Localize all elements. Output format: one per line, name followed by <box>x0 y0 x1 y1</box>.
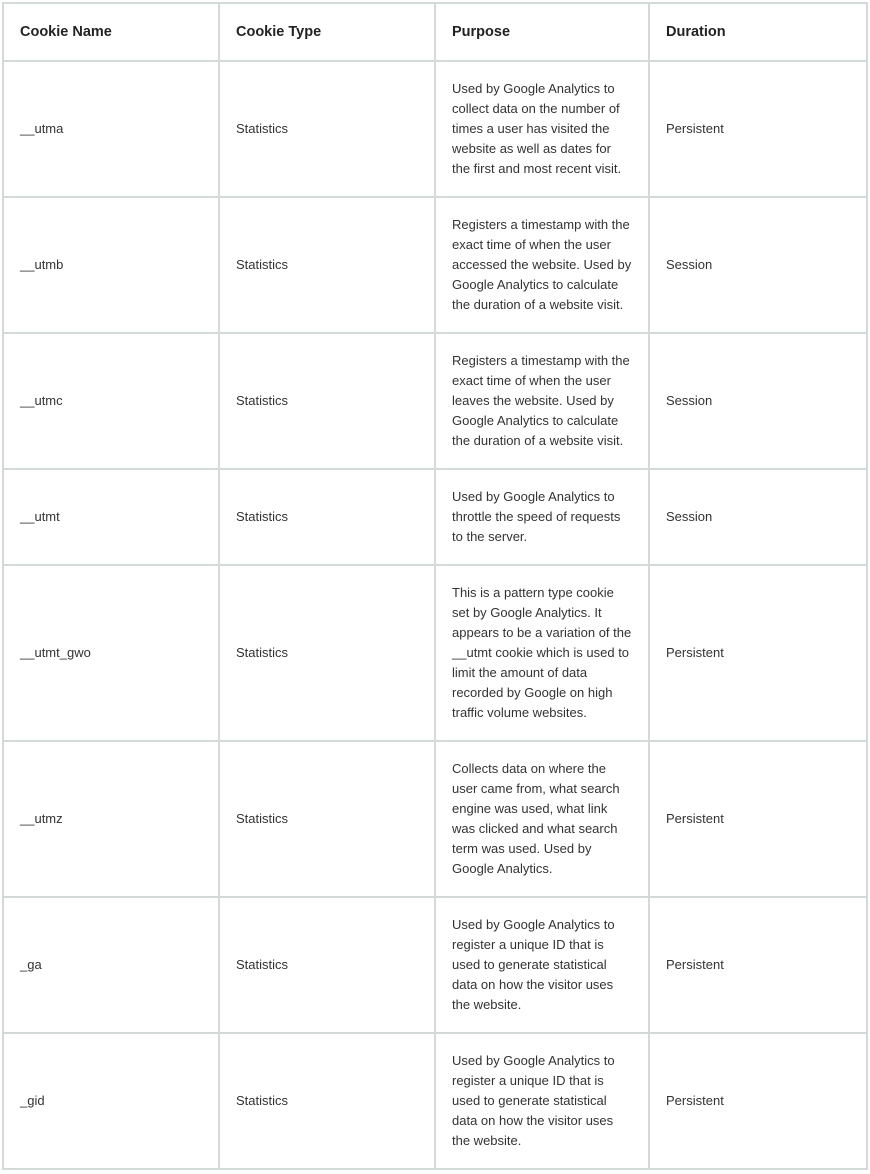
cookie-purpose: Used by Google Analytics to register a unique ID that is used to generate statistical data on how the visitor uses the website. <box>435 897 649 1033</box>
header-row <box>3 3 867 61</box>
cookie-duration: Session <box>649 197 867 333</box>
table-row <box>3 897 867 1033</box>
header-cookie-name: Cookie Name <box>3 3 219 61</box>
cookie-purpose: This is a pattern type cookie set by Google Analytics. It appears to be a variation of the __utmt cookie which is used to limit the amount of data recorded by Google on high traffic volume websites. <box>435 565 649 741</box>
cookie-purpose: Used by Google Analytics to collect data on the number of times a user has visited the website as well as dates for the first and most recent visit. <box>435 61 649 197</box>
cookie-duration: Persistent <box>649 565 867 741</box>
cookie-duration: Persistent <box>649 741 867 897</box>
header-duration: Duration <box>649 3 867 61</box>
cookie-duration: Persistent <box>649 1033 867 1169</box>
table-body <box>3 61 867 1169</box>
header-purpose: Purpose <box>435 3 649 61</box>
table-row <box>3 197 867 333</box>
cookie-duration: Persistent <box>649 61 867 197</box>
header-cookie-type: Cookie Type <box>219 3 435 61</box>
table-row <box>3 565 867 741</box>
cookie-type: Statistics <box>219 565 435 741</box>
cookie-type: Statistics <box>219 741 435 897</box>
cookie-type: Statistics <box>219 469 435 565</box>
cookie-name: __utmc <box>3 333 219 469</box>
cookie-name: _ga <box>3 897 219 1033</box>
cookie-duration: Session <box>649 333 867 469</box>
cookie-name: _gid <box>3 1033 219 1169</box>
cookie-name: __utmt <box>3 469 219 565</box>
table-row <box>3 741 867 897</box>
cookie-name: __utma <box>3 61 219 197</box>
cookie-purpose: Used by Google Analytics to throttle the speed of requests to the server. <box>435 469 649 565</box>
cookie-name: __utmt_gwo <box>3 565 219 741</box>
table-row <box>3 469 867 565</box>
cookie-duration: Session <box>649 469 867 565</box>
table-row <box>3 61 867 197</box>
cookie-name: __utmb <box>3 197 219 333</box>
cookie-type: Statistics <box>219 333 435 469</box>
table-row <box>3 333 867 469</box>
cookie-purpose: Used by Google Analytics to register a unique ID that is used to generate statistical data on how the visitor uses the website. <box>435 1033 649 1169</box>
cookie-type: Statistics <box>219 1033 435 1169</box>
table-header <box>3 3 867 61</box>
cookie-name: __utmz <box>3 741 219 897</box>
cookie-type: Statistics <box>219 61 435 197</box>
cookie-type: Statistics <box>219 197 435 333</box>
cookie-purpose: Registers a timestamp with the exact time of when the user accessed the website. Used by Google Analytics to calculate the duration of a website visit. <box>435 197 649 333</box>
table-row <box>3 1033 867 1169</box>
cookie-duration: Persistent <box>649 897 867 1033</box>
cookie-purpose: Collects data on where the user came from, what search engine was used, what link was clicked and what search term was used. Used by Google Analytics. <box>435 741 649 897</box>
cookie-table <box>2 2 868 1170</box>
cookie-purpose: Registers a timestamp with the exact time of when the user leaves the website. Used by Google Analytics to calculate the duration of a website visit. <box>435 333 649 469</box>
cookie-type: Statistics <box>219 897 435 1033</box>
